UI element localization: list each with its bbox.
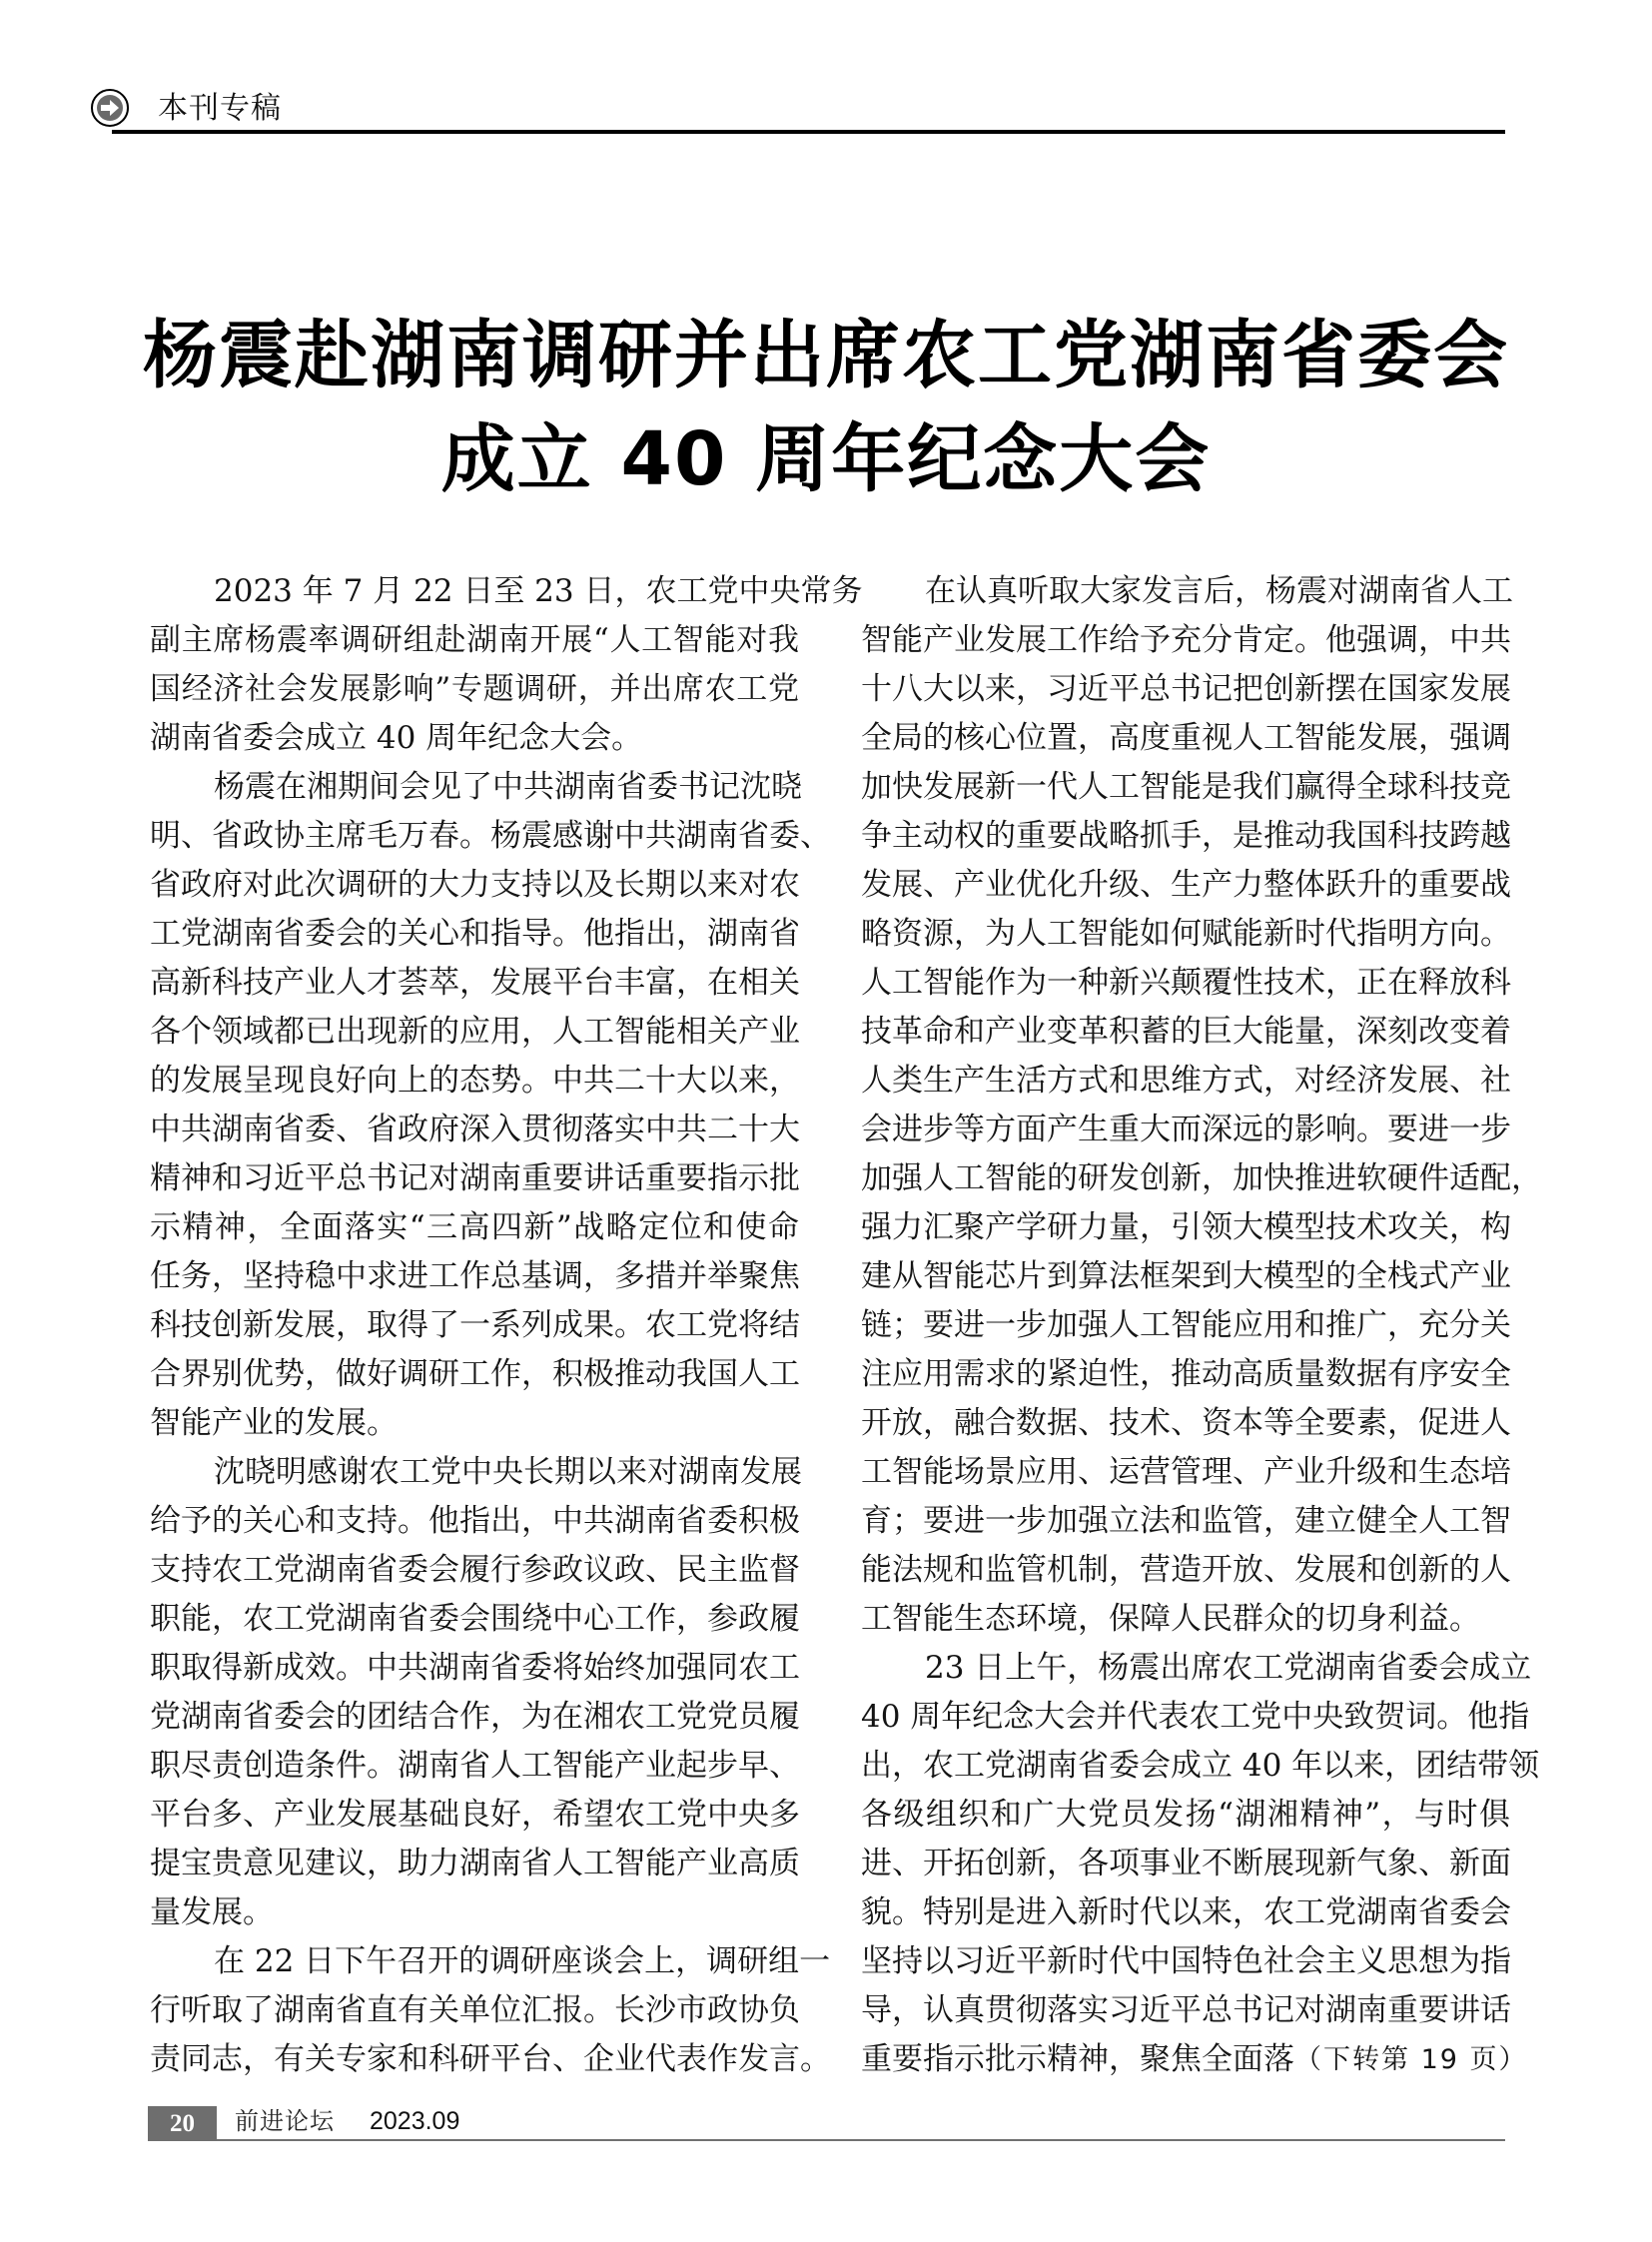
text-line: 强力汇聚产学研力量，引领大模型技术攻关，构 [861, 1209, 1511, 1245]
text-line: 给予的关心和支持。他指出，中共湖南省委积极 [150, 1503, 800, 1539]
header-rule [112, 130, 1505, 134]
text-line: 在认真听取大家发言后，杨震对湖南省人工 [925, 573, 1513, 609]
text-line: 党湖南省委会的团结合作，为在湘农工党党员履 [150, 1699, 800, 1735]
text-line: 加强人工智能的研发创新，加快推进软硬件适配， [861, 1160, 1542, 1196]
text-line: 40 周年纪念大会并代表农工党中央致贺词。他指 [861, 1699, 1530, 1735]
text-line: 平台多、产业发展基础良好，希望农工党中央多 [150, 1797, 800, 1833]
text-line: 开放，融合数据、技术、资本等全要素，促进人 [861, 1405, 1511, 1441]
left-column [150, 567, 863, 2084]
text-line [861, 2035, 1528, 2084]
text-line: 育；要进一步加强立法和监管，建立健全人工智 [861, 1503, 1511, 1539]
continued-on-page-note: （下转第 19 页） [1294, 2044, 1528, 2075]
text-line: 行听取了湖南省直有关单位汇报。长沙市政协负 [150, 1992, 800, 2028]
text-line: 任务，坚持稳中求进工作总基调，多措并举聚焦 [150, 1258, 800, 1294]
text-line: 争主动权的重要战略抓手，是推动我国科技跨越 [861, 818, 1511, 854]
text-line: 责同志，有关专家和科研平台、企业代表作发言。 [150, 2041, 831, 2077]
text-line: 注应用需求的紧迫性，推动高质量数据有序安全 [861, 1356, 1511, 1392]
text-line: 加快发展新一代人工智能是我们赢得全球科技竞 [861, 769, 1511, 805]
text-line: 导，认真贯彻落实习近平总书记对湖南重要讲话 [861, 1992, 1511, 2028]
page-number: 20 [148, 2106, 217, 2141]
text-line: 人类生产生活方式和思维方式，对经济发展、社 [861, 1063, 1511, 1099]
text-line: 杨震在湘期间会见了中共湖南省委书记沈晓 [214, 769, 802, 805]
text-line: 精神和习近平总书记对湖南重要讲话重要指示批 [150, 1160, 800, 1196]
paragraph [150, 1448, 802, 1937]
text-line: 23 日上午，杨震出席农工党湖南省委会成立 [925, 1650, 1532, 1686]
text-line: 出，农工党湖南省委会成立 40 年以来，团结带领 [861, 1748, 1540, 1784]
text-line: 略资源，为人工智能如何赋能新时代指明方向。 [861, 916, 1511, 952]
text-line: 十八大以来，习近平总书记把创新摆在国家发展 [861, 671, 1511, 707]
paragraph [861, 567, 1542, 1644]
text-line: 合界别优势，做好调研工作，积极推动我国人工 [150, 1356, 800, 1392]
article-title-line-1: 杨震赴湖南调研并出席农工党湖南省委会 [143, 313, 1509, 398]
right-column [861, 567, 1542, 2084]
text-line: 职尽责创造条件。湖南省人工智能产业起步早、 [150, 1748, 800, 1784]
paragraph [861, 1644, 1540, 2084]
text-line: 量发展。 [150, 1894, 274, 1930]
paragraph [150, 567, 863, 763]
text-line: 工党湖南省委会的关心和指导。他指出，湖南省 [150, 916, 800, 952]
text-line: 技革命和产业变革积蓄的巨大能量，深刻改变着 [861, 1014, 1511, 1050]
text-line: 在 22 日下午召开的调研座谈会上，调研组一 [214, 1943, 831, 1979]
text-line-content: 重要指示批示精神，聚焦全面落 [861, 2041, 1294, 2077]
paragraph [150, 1937, 831, 2084]
text-line: 沈晓明感谢农工党中央长期以来对湖南发展 [214, 1454, 802, 1490]
text-line: 貌。特别是进入新时代以来，农工党湖南省委会 [861, 1894, 1511, 1930]
text-line: 链；要进一步加强人工智能应用和推广，充分关 [861, 1307, 1511, 1343]
text-line: 湖南省委会成立 40 周年纪念大会。 [150, 720, 643, 756]
text-line: 提宝贵意见建议，助力湖南省人工智能产业高质 [150, 1846, 800, 1881]
text-line: 明、省政协主席毛万春。杨震感谢中共湖南省委、 [150, 818, 831, 854]
text-line: 工智能场景应用、运营管理、产业升级和生态培 [861, 1454, 1511, 1490]
text-line: 进、开拓创新，各项事业不断展现新气象、新面 [861, 1846, 1511, 1881]
footer-rule [217, 2139, 1505, 2141]
text-line: 会进步等方面产生重大而深远的影响。要进一步 [861, 1112, 1511, 1147]
article-title-line-2: 成立 40 周年纪念大会 [440, 416, 1212, 502]
section-label: 本刊专稿 [158, 91, 282, 126]
text-line: 职能，农工党湖南省委会围绕中心工作，参政履 [150, 1601, 800, 1637]
paragraph [150, 763, 831, 1448]
text-line: 科技创新发展，取得了一系列成果。农工党将结 [150, 1307, 800, 1343]
arrow-right-circle-icon [90, 88, 130, 128]
text-line: 省政府对此次调研的大力支持以及长期以来对农 [150, 867, 800, 903]
text-line: 智能产业发展工作给予充分肯定。他强调，中共 [861, 622, 1511, 658]
text-line: 2023 年 7 月 22 日至 23 日，农工党中央常务 [214, 573, 863, 609]
text-line: 支持农工党湖南省委会履行参政议政、民主监督 [150, 1552, 800, 1588]
text-line: 高新科技产业人才荟萃，发展平台丰富，在相关 [150, 965, 800, 1001]
text-line: 人工智能作为一种新兴颠覆性技术，正在释放科 [861, 965, 1511, 1001]
text-line: 坚持以习近平新时代中国特色社会主义思想为指 [861, 1943, 1511, 1979]
text-line: 国经济社会发展影响”专题调研，并出席农工党 [150, 671, 799, 707]
text-line: 各级组织和广大党员发扬“湖湘精神”，与时俱 [861, 1797, 1510, 1833]
text-line: 建从智能芯片到算法框架到大模型的全栈式产业 [861, 1258, 1511, 1294]
text-line: 智能产业的发展。 [150, 1405, 398, 1441]
text-line: 工智能生态环境，保障人民群众的切身利益。 [861, 1601, 1480, 1637]
text-line: 中共湖南省委、省政府深入贯彻落实中共二十大 [150, 1112, 800, 1147]
text-line: 能法规和监管机制，营造开放、发展和创新的人 [861, 1552, 1511, 1588]
text-line: 职取得新成效。中共湖南省委将始终加强同农工 [150, 1650, 800, 1686]
text-line: 全局的核心位置，高度重视人工智能发展，强调 [861, 720, 1511, 756]
text-line: 副主席杨震率调研组赴湖南开展“人工智能对我 [150, 622, 799, 658]
text-line: 的发展呈现良好向上的态势。中共二十大以来， [150, 1063, 800, 1099]
journal-name: 前进论坛 [235, 2107, 335, 2135]
text-line: 各个领域都已出现新的应用，人工智能相关产业 [150, 1014, 800, 1050]
issue-date: 2023.09 [370, 2107, 460, 2135]
text-line: 示精神，全面落实“三高四新”战略定位和使命 [150, 1209, 799, 1245]
text-line: 发展、产业优化升级、生产力整体跃升的重要战 [861, 867, 1511, 903]
